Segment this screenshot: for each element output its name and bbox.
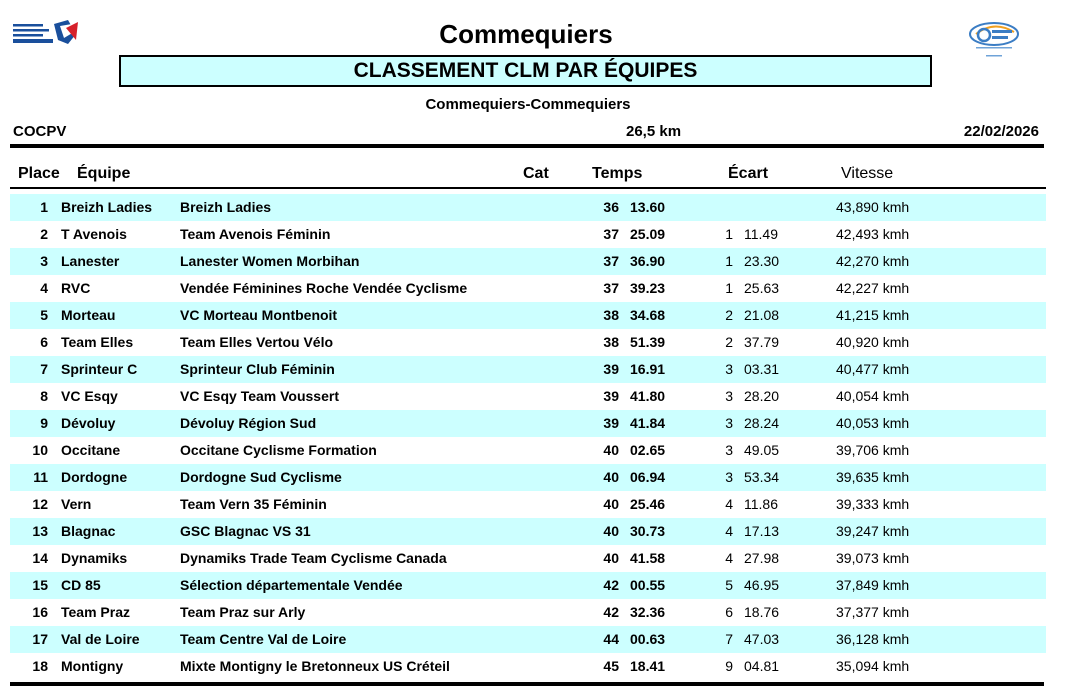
cell-place: 15 xyxy=(32,577,48,593)
cell-place: 11 xyxy=(33,469,48,485)
column-header-speed: Vitesse xyxy=(841,165,894,182)
cell-team-short: Lanester xyxy=(61,253,120,269)
cell-team-short: Sprinteur C xyxy=(61,361,138,377)
cell-time-min: 39 xyxy=(603,415,619,431)
cell-place: 18 xyxy=(32,658,48,674)
table-row xyxy=(10,329,1046,356)
table-row xyxy=(10,653,1046,680)
cell-time-sec: 25.46 xyxy=(630,496,666,512)
cell-time-sec: 36.90 xyxy=(630,253,666,269)
cell-time-min: 38 xyxy=(603,307,619,323)
cell-time-min: 40 xyxy=(603,496,619,512)
race-name: Commequiers-Commequiers xyxy=(425,96,631,113)
table-row xyxy=(10,221,1046,248)
cell-time-sec: 34.68 xyxy=(630,307,666,323)
cell-gap-min: 3 xyxy=(725,361,733,377)
cell-place: 16 xyxy=(32,604,48,620)
cell-speed: 41,215 kmh xyxy=(836,307,910,323)
table-row xyxy=(10,356,1046,383)
cell-team-short: Dynamiks xyxy=(61,550,128,566)
table-row xyxy=(10,599,1046,626)
cell-gap-sec: 03.31 xyxy=(744,361,780,377)
distance: 26,5 km xyxy=(626,123,682,140)
cell-team-name: Mixte Montigny le Bretonneux US Créteil xyxy=(180,658,450,674)
cell-team-short: Dévoluy xyxy=(61,415,116,431)
cell-team-name: Sprinteur Club Féminin xyxy=(180,361,335,377)
cell-place: 10 xyxy=(32,442,48,458)
cell-speed: 40,477 kmh xyxy=(836,361,910,377)
cell-team-name: VC Esqy Team Voussert xyxy=(180,388,339,404)
cell-place: 9 xyxy=(40,415,48,431)
cell-gap-min: 6 xyxy=(725,604,733,620)
cell-team-short: Team Elles xyxy=(61,334,134,350)
cell-time-sec: 02.65 xyxy=(630,442,666,458)
cell-gap-sec: 17.13 xyxy=(744,523,780,539)
cell-team-short: Morteau xyxy=(61,307,116,323)
cell-time-sec: 00.55 xyxy=(630,577,666,593)
table-row xyxy=(10,410,1046,437)
cell-gap-min: 5 xyxy=(725,577,733,593)
cell-gap-min: 7 xyxy=(725,631,733,647)
cell-time-sec: 39.23 xyxy=(630,280,666,296)
cell-place: 17 xyxy=(32,631,48,647)
column-header-divider xyxy=(10,187,1046,189)
cell-team-short: Vern xyxy=(61,496,92,512)
cell-time-sec: 16.91 xyxy=(630,361,666,377)
cell-speed: 42,493 kmh xyxy=(836,226,910,242)
classification-title: CLASSEMENT CLM PAR ÉQUIPES xyxy=(119,55,932,87)
cell-time-min: 44 xyxy=(603,631,619,647)
cell-team-name: Vendée Féminines Roche Vendée Cyclisme xyxy=(180,280,468,296)
organizer: COCPV xyxy=(13,123,67,140)
cell-place: 2 xyxy=(40,226,48,242)
cell-place: 4 xyxy=(40,280,48,296)
cell-gap-min: 4 xyxy=(725,550,733,566)
cell-time-min: 37 xyxy=(603,280,619,296)
cell-time-sec: 41.80 xyxy=(630,388,666,404)
table-row xyxy=(10,437,1046,464)
cell-gap-sec: 28.20 xyxy=(744,388,780,404)
cell-time-sec: 06.94 xyxy=(630,469,666,485)
cell-team-short: CD 85 xyxy=(61,577,101,593)
cell-speed: 37,377 kmh xyxy=(836,604,910,620)
cell-team-name: Team Vern 35 Féminin xyxy=(180,496,327,512)
cell-speed: 39,635 kmh xyxy=(836,469,910,485)
table-row xyxy=(10,626,1046,653)
cell-gap-min: 3 xyxy=(725,388,733,404)
table-row xyxy=(10,518,1046,545)
table-row xyxy=(10,464,1046,491)
cell-speed: 40,920 kmh xyxy=(836,334,910,350)
cell-gap-sec: 47.03 xyxy=(744,631,780,647)
cell-time-min: 45 xyxy=(603,658,619,674)
cell-gap-sec: 53.34 xyxy=(744,469,780,485)
column-header-place: Place xyxy=(18,165,60,182)
header-divider xyxy=(10,144,1044,148)
cell-time-min: 36 xyxy=(603,199,619,215)
table-row xyxy=(10,545,1046,572)
cell-team-name: Team Praz sur Arly xyxy=(180,604,306,620)
cell-time-min: 39 xyxy=(603,361,619,377)
cell-time-sec: 25.09 xyxy=(630,226,666,242)
cell-time-sec: 00.63 xyxy=(630,631,666,647)
table-row xyxy=(10,275,1046,302)
cell-place: 5 xyxy=(40,307,48,323)
cell-place: 1 xyxy=(40,199,48,215)
cell-team-name: Dynamiks Trade Team Cyclisme Canada xyxy=(180,550,447,566)
cell-team-short: Val de Loire xyxy=(61,631,140,647)
cell-speed: 42,270 kmh xyxy=(836,253,910,269)
cell-gap-min: 4 xyxy=(725,496,733,512)
cell-time-sec: 41.58 xyxy=(630,550,666,566)
cell-team-name: VC Morteau Montbenoit xyxy=(180,307,338,323)
cell-gap-sec: 18.76 xyxy=(744,604,780,620)
cell-gap-sec: 11.49 xyxy=(744,226,778,242)
cell-time-sec: 51.39 xyxy=(630,334,666,350)
cell-team-short: T Avenois xyxy=(61,226,127,242)
cell-gap-min: 3 xyxy=(725,442,733,458)
table-row xyxy=(10,491,1046,518)
table-row xyxy=(10,572,1046,599)
cell-place: 3 xyxy=(40,253,48,269)
column-header-gap: Écart xyxy=(728,165,769,182)
cell-time-min: 40 xyxy=(603,469,619,485)
cell-team-short: Blagnac xyxy=(61,523,116,539)
results-table xyxy=(10,194,1046,680)
column-header-team: Équipe xyxy=(77,165,131,182)
cell-team-short: Occitane xyxy=(61,442,121,458)
column-header-cat: Cat xyxy=(523,165,549,182)
cell-time-min: 37 xyxy=(603,226,619,242)
cell-gap-min: 2 xyxy=(725,334,733,350)
table-row xyxy=(10,248,1046,275)
cell-team-short: Breizh Ladies xyxy=(61,199,153,215)
cell-speed: 40,053 kmh xyxy=(836,415,910,431)
cell-speed: 43,890 kmh xyxy=(836,199,910,215)
cell-speed: 42,227 kmh xyxy=(836,280,910,296)
cell-team-name: Occitane Cyclisme Formation xyxy=(180,442,377,458)
cell-place: 13 xyxy=(32,523,48,539)
cell-team-name: Sélection départementale Vendée xyxy=(180,577,403,593)
cell-team-name: GSC Blagnac VS 31 xyxy=(180,523,311,539)
cell-speed: 36,128 kmh xyxy=(836,631,910,647)
cell-time-sec: 13.60 xyxy=(630,199,666,215)
cell-place: 8 xyxy=(40,388,48,404)
cell-time-min: 40 xyxy=(603,523,619,539)
cell-gap-min: 3 xyxy=(725,469,733,485)
cell-gap-sec: 25.63 xyxy=(744,280,780,296)
cell-team-name: Team Centre Val de Loire xyxy=(180,631,347,647)
footer-divider xyxy=(10,682,1044,686)
table-row xyxy=(10,302,1046,329)
cell-gap-min: 1 xyxy=(725,226,733,242)
page-title: Commequiers xyxy=(439,19,613,49)
cell-time-min: 37 xyxy=(603,253,619,269)
cell-team-name: Breizh Ladies xyxy=(180,199,272,215)
cell-speed: 35,094 kmh xyxy=(836,658,910,674)
cell-speed: 37,849 kmh xyxy=(836,577,910,593)
cell-time-min: 38 xyxy=(603,334,619,350)
cell-speed: 39,073 kmh xyxy=(836,550,910,566)
cell-gap-sec: 46.95 xyxy=(744,577,780,593)
cell-gap-min: 2 xyxy=(725,307,733,323)
race-date: 22/02/2026 xyxy=(963,123,1039,140)
cell-gap-min: 1 xyxy=(725,253,733,269)
cell-time-min: 39 xyxy=(603,388,619,404)
cell-place: 14 xyxy=(32,550,48,566)
cell-place: 6 xyxy=(40,334,48,350)
cell-team-short: Dordogne xyxy=(61,469,128,485)
cell-gap-min: 9 xyxy=(725,658,733,674)
cell-gap-min: 1 xyxy=(725,280,733,296)
cell-team-name: Dordogne Sud Cyclisme xyxy=(180,469,342,485)
cell-speed: 39,333 kmh xyxy=(836,496,910,512)
cell-place: 7 xyxy=(40,361,48,377)
cell-gap-sec: 23.30 xyxy=(744,253,780,269)
cell-gap-sec: 28.24 xyxy=(744,415,780,431)
cell-time-min: 42 xyxy=(603,577,619,593)
cell-team-name: Team Elles Vertou Vélo xyxy=(180,334,334,350)
cell-gap-min: 3 xyxy=(725,415,733,431)
cell-speed: 40,054 kmh xyxy=(836,388,910,404)
table-row xyxy=(10,383,1046,410)
cell-team-short: Montigny xyxy=(61,658,124,674)
cell-team-name: Team Avenois Féminin xyxy=(180,226,331,242)
cell-team-short: RVC xyxy=(61,280,91,296)
cell-gap-sec: 11.86 xyxy=(744,496,778,512)
cell-time-sec: 32.36 xyxy=(630,604,666,620)
cell-place: 12 xyxy=(32,496,48,512)
cell-team-short: Team Praz xyxy=(61,604,130,620)
cell-gap-sec: 37.79 xyxy=(744,334,780,350)
cell-gap-sec: 27.98 xyxy=(744,550,780,566)
cell-gap-sec: 49.05 xyxy=(744,442,780,458)
cell-gap-min: 4 xyxy=(725,523,733,539)
cell-time-min: 40 xyxy=(603,550,619,566)
cell-time-min: 42 xyxy=(603,604,619,620)
column-header-time: Temps xyxy=(592,165,643,182)
cell-gap-sec: 04.81 xyxy=(744,658,780,674)
cell-team-name: Lanester Women Morbihan xyxy=(180,253,360,269)
cell-time-sec: 41.84 xyxy=(630,415,666,431)
cell-team-short: VC Esqy xyxy=(61,388,118,404)
cell-time-sec: 18.41 xyxy=(630,658,666,674)
cell-team-name: Dévoluy Région Sud xyxy=(180,415,317,431)
cell-time-min: 40 xyxy=(603,442,619,458)
cell-speed: 39,706 kmh xyxy=(836,442,910,458)
cell-time-sec: 30.73 xyxy=(630,523,666,539)
table-row xyxy=(10,194,1046,221)
cell-speed: 39,247 kmh xyxy=(836,523,910,539)
cell-gap-sec: 21.08 xyxy=(744,307,780,323)
